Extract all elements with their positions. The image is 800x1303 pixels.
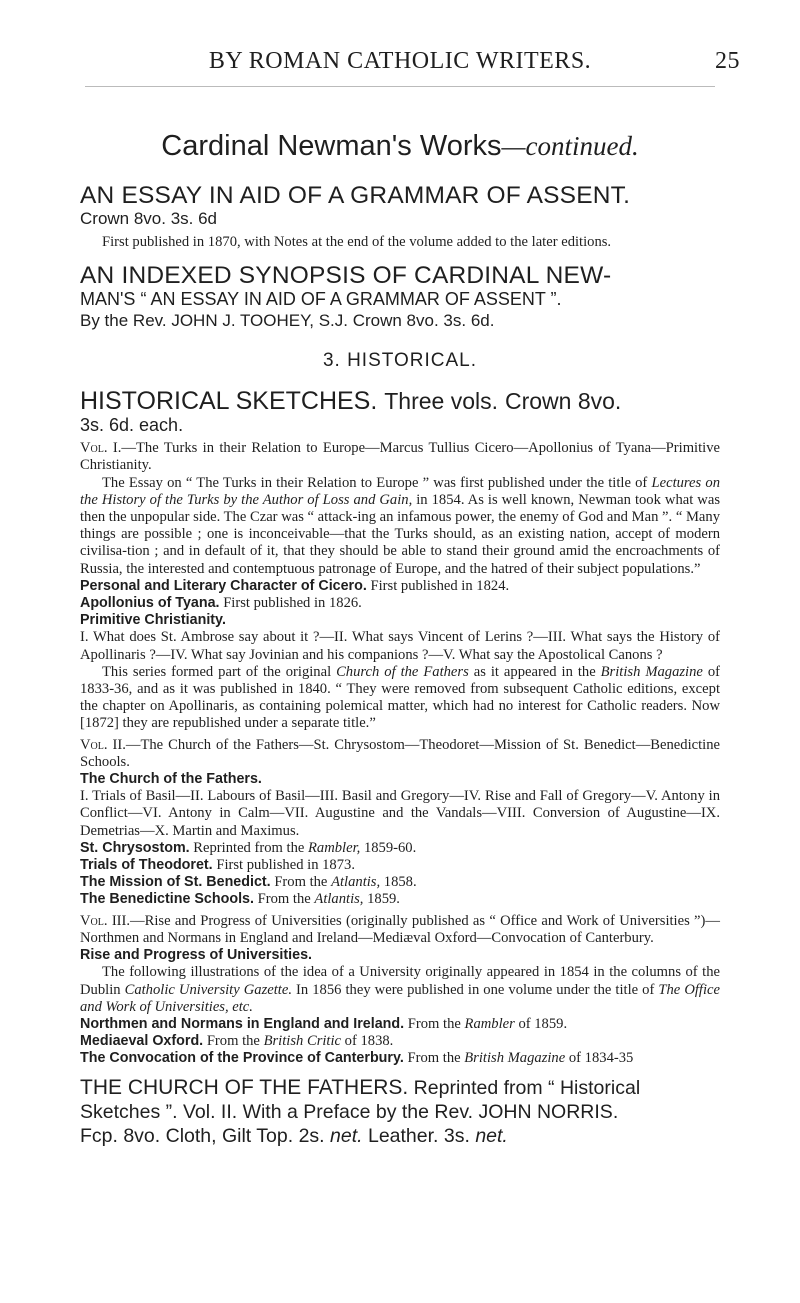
church-fathers-line1 [80,1076,720,1100]
grammar-details: Crown 8vo. 3s. 6d [80,209,218,228]
north-src: Rambler [464,1015,515,1032]
historical-label: 3. HISTORICAL. [322,350,478,372]
mission-entry [80,874,720,891]
series-b: as it appeared in the [468,663,601,680]
mission-b: 1858. [380,874,417,891]
church-fathers-line3 [80,1124,720,1148]
church-fathers-price-b: Leather. 3s. [367,1124,470,1147]
synopsis-details: By the Rev. JOHN J. TOOHEY, S.J. Crown 8vo. 3s. 6d. [80,311,495,331]
convocation-entry [80,1050,720,1067]
rise-a: The following illustrations of the idea of a University originally appeared in 1854 in the columns of the Dublin [80,964,720,998]
chrysostom-b: 1859-60. [360,839,417,856]
theodoret-heading: Trials of Theodoret. [80,857,213,874]
rise-entry [80,947,720,964]
church-fathers-title: THE CHURCH OF THE FATHERS. [80,1075,409,1099]
north-a: From the [407,1015,465,1032]
north-b: of 1859. [514,1015,568,1032]
oxford-src: British Critic [263,1033,342,1050]
cicero-heading: Personal and Literary Character of Cicero. [80,577,367,594]
church-fathers-reprinted: Reprinted from “ Historical [413,1076,641,1099]
synopsis-title-line1: AN INDEXED SYNOPSIS OF CARDINAL NEW- [80,262,612,290]
convocation-b: of 1834-35 [565,1050,634,1067]
rise-src: Catholic University Gazette. [124,981,292,998]
rise-title: The Office and Work of Universities, etc. [80,981,720,1015]
mission-src: Atlantis, [331,874,381,891]
convocation-heading: The Convocation of the Province of Canterbury. [80,1050,404,1067]
chrysostom-heading: St. Chrysostom. [80,839,190,856]
series-c: of 1833-36, and as it was published in 1840. “ They were removed from subsequent Catholic editions, except the chapter on Apollinaris, as containing polemical matter, which had no interest for Catholic readers. Now [1872] they are republished under a separate title.” [80,663,721,732]
vol1-label: Vol. [80,440,108,457]
church-heading: The Church of the Fathers. [80,771,262,788]
chrysostom-entry [80,840,720,857]
vol1-contents-text: I.—The Turks in their Relation to Europe—Marcus Tullius Cicero—Apollonius of Tyana—Primitive Christianity. [80,440,720,474]
vol3-contents [80,913,720,947]
primitive-heading: Primitive Christianity. [80,612,226,629]
vol3-label: Vol. [80,912,108,929]
section-heading [80,130,720,163]
page-content [80,100,720,1148]
series-title2: British Magazine [600,663,703,680]
rise-note [80,964,720,1016]
convocation-a: From the [407,1050,465,1067]
convocation-src: British Magazine [464,1050,566,1067]
schools-entry [80,891,720,908]
mission-a: From the [274,874,332,891]
cicero-note: First published in 1824. [370,577,510,594]
schools-b: 1859. [363,891,400,908]
theodoret-note: First published in 1873. [216,857,355,874]
oxford-b: of 1838. [341,1033,394,1050]
church-fathers-net1: net. [330,1124,363,1147]
historical-title: HISTORICAL SKETCHES. [80,387,378,416]
grammar-note: First published in 1870, with Notes at the end of the volume added to the later editions. [102,234,612,250]
section-continued: —continued. [501,131,639,161]
vol2-contents [80,737,720,771]
historical-title-line [80,388,720,414]
chrysostom-a: Reprinted from the [193,839,308,856]
vol2-label: Vol. [80,736,108,753]
north-heading: Northmen and Normans in England and Ireland. [80,1015,405,1032]
page-number: 25 [715,48,740,74]
historical-vols: Three vols. [384,388,499,415]
vol1-essay [80,475,720,578]
primitive-list: I. What does St. Ambrose say about it ?—II. What says Vincent of Lerins ?—III. What says the History of Apollinaris ?—IV. What say Jovinian and his companions ?—V. What say the Apostolical Canons ? [80,629,720,663]
theodoret-entry [80,857,720,874]
grammar-title: AN ESSAY IN AID OF A GRAMMAR OF ASSENT. [80,182,631,209]
header-rule [85,86,715,87]
vol1-contents [80,440,720,474]
mission-heading: The Mission of St. Benedict. [80,874,271,891]
vol3-contents-text: III.—Rise and Progress of Universities (originally published as “ Office and Work of Universities ”)—Northmen and Normans in England and Ireland—Mediæval Oxford—Convocation of Canterbury. [80,912,720,946]
section-title: Cardinal Newman's Works [161,130,502,162]
running-head [0,40,800,80]
running-head-title: BY ROMAN CATHOLIC WRITERS. [208,48,592,74]
vol1-essay-b: in 1854. As is well known, Newman took what was then the unpopular side. The Czar was “ attack-ing an infamous power, the enemy of God and Man ”. “ Many things are possible ; one is inconceivable—that the Turks should, as an existing nation, accept of modern civilisa-tion ; and in default of it, that they should be able to stand their ground amid the encroachments of Russia, the interested and contemptuous patronage of Europe, and the hatred of their subject populations.” [80,491,720,577]
vol2-contents-text: II.—The Church of the Fathers—St. Chrysostom—Theodoret—Mission of St. Benedict—Benedictine Schools. [80,736,720,770]
schools-src: Atlantis, [314,891,364,908]
rise-b: In 1856 they were published in one volume under the title of [292,981,659,998]
church-fathers-price-a: Fcp. 8vo. Cloth, Gilt Top. 2s. [80,1124,325,1147]
church-entry [80,771,720,788]
oxford-heading: Mediaeval Oxford. [80,1033,204,1050]
series-title1: Church of the Fathers [336,663,469,680]
rise-heading: Rise and Progress of Universities. [80,947,313,964]
church-fathers-net2: net. [475,1124,508,1147]
synopsis-title-line2: MAN'S “ AN ESSAY IN AID OF A GRAMMAR OF ASSENT ”. [80,289,562,310]
vol1-essay-a: The Essay on “ The Turks in their Relation to Europe ” was first published under the title of [102,474,652,491]
oxford-entry [80,1033,720,1050]
series-a: This series formed part of the original [102,663,337,680]
chrysostom-src: Rambler, [308,839,361,856]
church-fathers-line2: Sketches ”. Vol. II. With a Preface by the Rev. JOHN NORRIS. [80,1100,619,1123]
historical-crown: Crown 8vo. [504,388,622,415]
primitive-entry [80,612,720,629]
schools-a: From the [257,891,315,908]
oxford-a: From the [206,1033,264,1050]
series-note [80,664,720,733]
apollonius-entry [80,595,720,612]
historical-price: 3s. 6d. each. [80,415,184,436]
church-list: I. Trials of Basil—II. Labours of Basil—III. Basil and Gregory—IV. Rise and Fall of Gregory—V. Antony in Conflict—VI. Antony in Calm—VII. Augustine and the Vandals—VIII. Conversion of Augustine—IX. Demetrias—X. Martin and Maximus. [80,788,720,839]
schools-heading: The Benedictine Schools. [80,891,254,908]
cicero-entry [80,578,720,595]
north-entry [80,1016,720,1033]
apollonius-note: First published in 1826. [223,595,362,612]
apollonius-heading: Apollonius of Tyana. [80,595,220,612]
vol1-essay-title: Lectures on the History of the Turks by the Author of Loss and Gain, [80,474,721,508]
